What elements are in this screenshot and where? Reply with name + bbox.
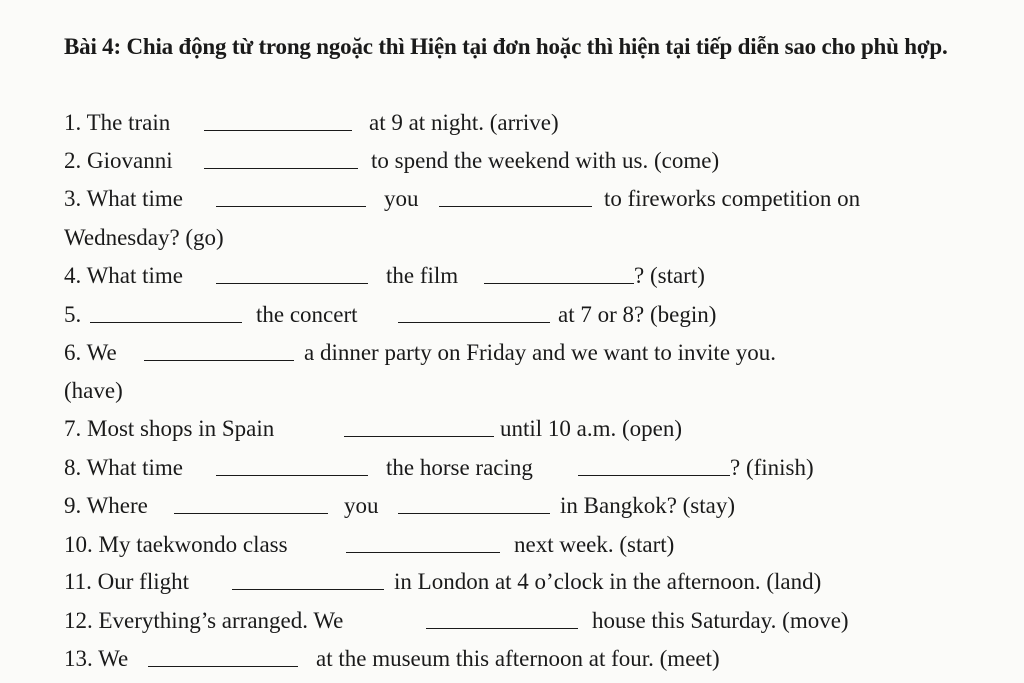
worksheet: [64, 0, 1004, 683]
item-4-blank-1: [216, 283, 368, 284]
item-10-blank-1: [346, 552, 500, 553]
item-7-text-1: 7. Most shops in Spain: [64, 416, 275, 441]
item-4-text-2: the film: [386, 263, 459, 288]
item-8-blank-2: [578, 475, 730, 476]
item-3-blank-2: [439, 206, 592, 207]
item-1-blank-1: [204, 130, 352, 131]
item-6-blank-1: [144, 360, 294, 361]
item-2-blank-1: [204, 168, 358, 169]
item-7-text-2: until 10 a.m. (open): [500, 416, 683, 441]
item-7-blank-1: [344, 436, 494, 437]
item-13-text-1: 13. We: [64, 646, 129, 671]
item-5-blank-1: [90, 322, 242, 323]
item-5-blank-2: [398, 322, 550, 323]
item-5-text-2: the concert: [256, 302, 358, 327]
item-12-text-2: house this Saturday. (move): [592, 608, 849, 633]
item-5-text-1: 5.: [64, 302, 82, 327]
item-9-text-1: 9. Where: [64, 493, 148, 518]
item-8-text-3: ? (finish): [730, 455, 814, 480]
item-4-text-1: 4. What time: [64, 263, 184, 288]
item-6-text-1: 6. We: [64, 340, 117, 365]
item-12-text-1: 12. Everything’s arranged. We: [64, 608, 344, 633]
item-11-text-1: 11. Our flight: [64, 569, 189, 594]
item-3-text-4: Wednesday? (go): [64, 225, 224, 250]
item-3-text-1: 3. What time: [64, 186, 184, 211]
item-11-text-2: in London at 4 o’clock in the afternoon. (land): [394, 569, 822, 594]
item-10-text-2: next week. (start): [514, 532, 675, 557]
item-8-text-2: the horse racing: [386, 455, 533, 480]
item-9-text-2: you: [344, 493, 379, 518]
item-3-blank-1: [216, 206, 366, 207]
item-8-blank-1: [216, 475, 368, 476]
item-6-text-2: a dinner party on Friday and we want to invite you.: [304, 340, 777, 365]
item-9-blank-1: [174, 513, 328, 514]
item-10-text-1: 10. My taekwondo class: [64, 532, 288, 557]
item-1-text-2: at 9 at night. (arrive): [369, 110, 559, 135]
item-4-text-3: ? (start): [634, 263, 705, 288]
item-11-blank-1: [232, 589, 384, 590]
item-9-text-3: in Bangkok? (stay): [560, 493, 736, 518]
item-12-blank-1: [426, 628, 578, 629]
exercise-title: Bài 4: Chia động từ trong ngoặc thì Hiện tại đơn hoặc thì hiện tại tiếp diễn sao cho phù hợp.: [64, 34, 948, 59]
item-1-text-1: 1. The train: [64, 110, 171, 135]
item-2-text-1: 2. Giovanni: [64, 148, 173, 173]
item-13-blank-1: [148, 666, 298, 667]
item-4-blank-2: [484, 283, 634, 284]
item-5-text-3: at 7 or 8? (begin): [558, 302, 717, 327]
item-8-text-1: 8. What time: [64, 455, 184, 480]
item-3-text-2: you: [384, 186, 419, 211]
item-3-text-3: to fireworks competition on: [604, 186, 861, 211]
item-13-text-2: at the museum this afternoon at four. (meet): [316, 646, 720, 671]
item-6-text-3: (have): [64, 378, 123, 403]
item-2-text-2: to spend the weekend with us. (come): [371, 148, 720, 173]
item-9-blank-2: [398, 513, 550, 514]
